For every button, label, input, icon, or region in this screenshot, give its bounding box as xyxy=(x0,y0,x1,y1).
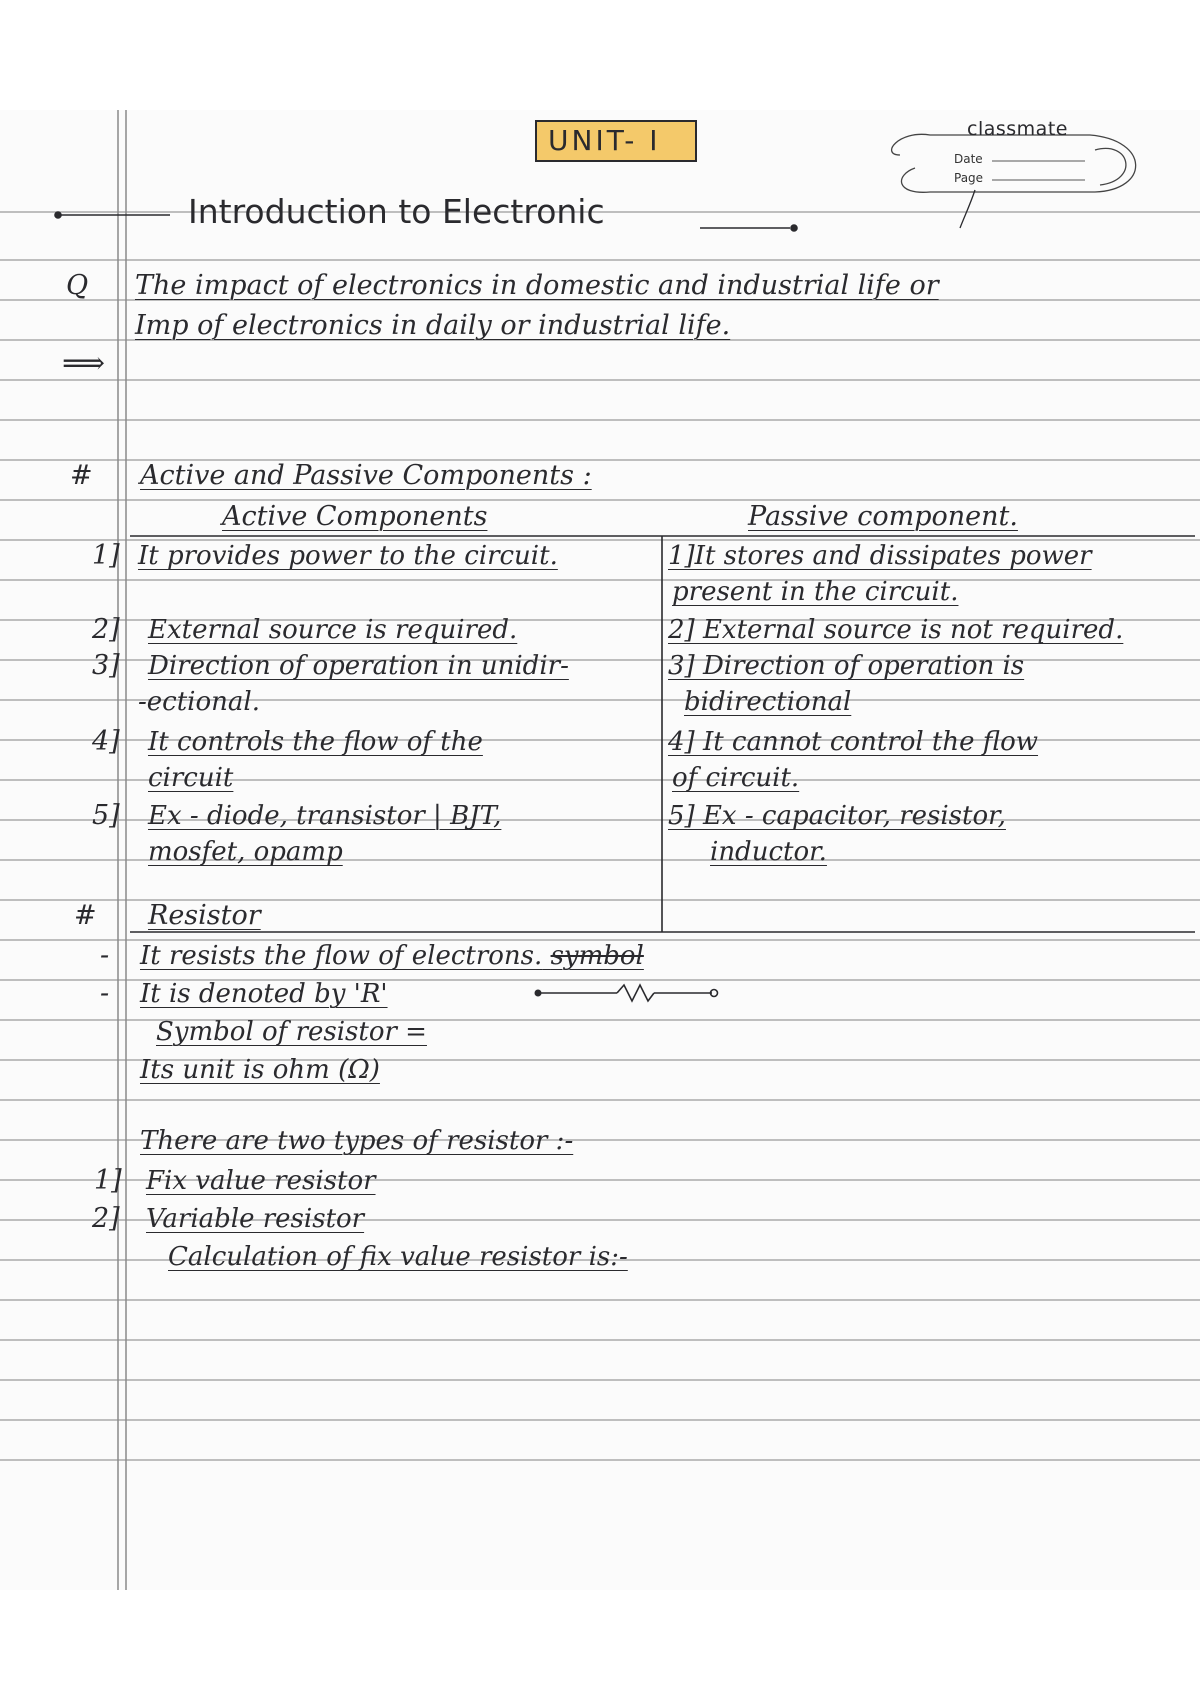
resistor-line-2: It is denoted by 'R' xyxy=(140,979,388,1009)
page-label: Page xyxy=(954,171,984,185)
active-cell: -ectional. xyxy=(138,687,260,717)
passive-cell: 3] Direction of operation is xyxy=(668,651,1025,681)
resistor-line-1: It resists the flow of electrons. symbol xyxy=(140,941,644,971)
bullet-dash: - xyxy=(100,978,110,1009)
active-cell: Direction of operation in unidir- xyxy=(148,651,569,681)
section-marker-resistor: # xyxy=(74,900,97,931)
calculation-line: Calculation of fix value resistor is:- xyxy=(168,1242,628,1272)
passive-cell: 4] It cannot control the flow xyxy=(668,727,1039,757)
resistor-symbol-line: Symbol of resistor = xyxy=(156,1017,427,1047)
brand-logo: classmate xyxy=(967,118,1068,140)
passive-cell: inductor. xyxy=(710,837,827,867)
type-number: 2] xyxy=(92,1203,120,1234)
resistor-heading: Resistor xyxy=(148,900,261,931)
row-number: 5] xyxy=(92,800,120,831)
answer-arrow-icon: ⟹ xyxy=(62,346,106,381)
active-cell: mosfet, opamp xyxy=(148,837,343,867)
row-number: 3] xyxy=(92,650,120,681)
section-marker-components: # xyxy=(70,460,93,491)
row-number: 2] xyxy=(92,614,120,645)
passive-cell: 2] External source is not required. xyxy=(668,615,1124,645)
passive-column-header: Passive component. xyxy=(748,501,1018,532)
resistor-unit-line: Its unit is ohm (Ω) xyxy=(140,1055,380,1085)
row-number: 4] xyxy=(92,726,120,757)
notebook-page xyxy=(0,110,1200,1590)
struck-word: symbol xyxy=(550,941,644,971)
active-cell: External source is required. xyxy=(148,615,518,645)
type-item: Variable resistor xyxy=(146,1204,365,1234)
passive-cell: 5] Ex - capacitor, resistor, xyxy=(668,801,1006,831)
resistor-symbol-icon xyxy=(532,983,722,1003)
type-item: Fix value resistor xyxy=(146,1166,376,1196)
active-cell: It provides power to the circuit. xyxy=(138,541,558,571)
unit-label: UNIT- I xyxy=(548,124,661,157)
question-marker: Q xyxy=(66,270,89,301)
active-column-header: Active Components xyxy=(222,501,488,532)
passive-cell: 1]It stores and dissipates power xyxy=(668,541,1092,571)
question-line-1: The impact of electronics in domestic and industrial life or xyxy=(135,270,939,301)
active-cell: It controls the flow of the xyxy=(148,727,483,757)
date-label: Date xyxy=(954,152,983,166)
active-cell: Ex - diode, transistor | BJT, xyxy=(148,801,502,831)
type-number: 1] xyxy=(94,1165,122,1196)
passive-cell: present in the circuit. xyxy=(672,577,959,607)
active-cell: circuit xyxy=(148,763,234,793)
passive-cell: bidirectional xyxy=(684,687,852,717)
question-line-2: Imp of electronics in daily or industrial life. xyxy=(135,310,731,341)
bullet-dash: - xyxy=(100,940,110,971)
components-heading: Active and Passive Components : xyxy=(140,460,592,491)
resistor-types-intro: There are two types of resistor :- xyxy=(140,1126,574,1156)
passive-cell: of circuit. xyxy=(672,763,800,793)
page-title: Introduction to Electronic xyxy=(188,192,605,231)
row-number: 1] xyxy=(92,540,120,571)
